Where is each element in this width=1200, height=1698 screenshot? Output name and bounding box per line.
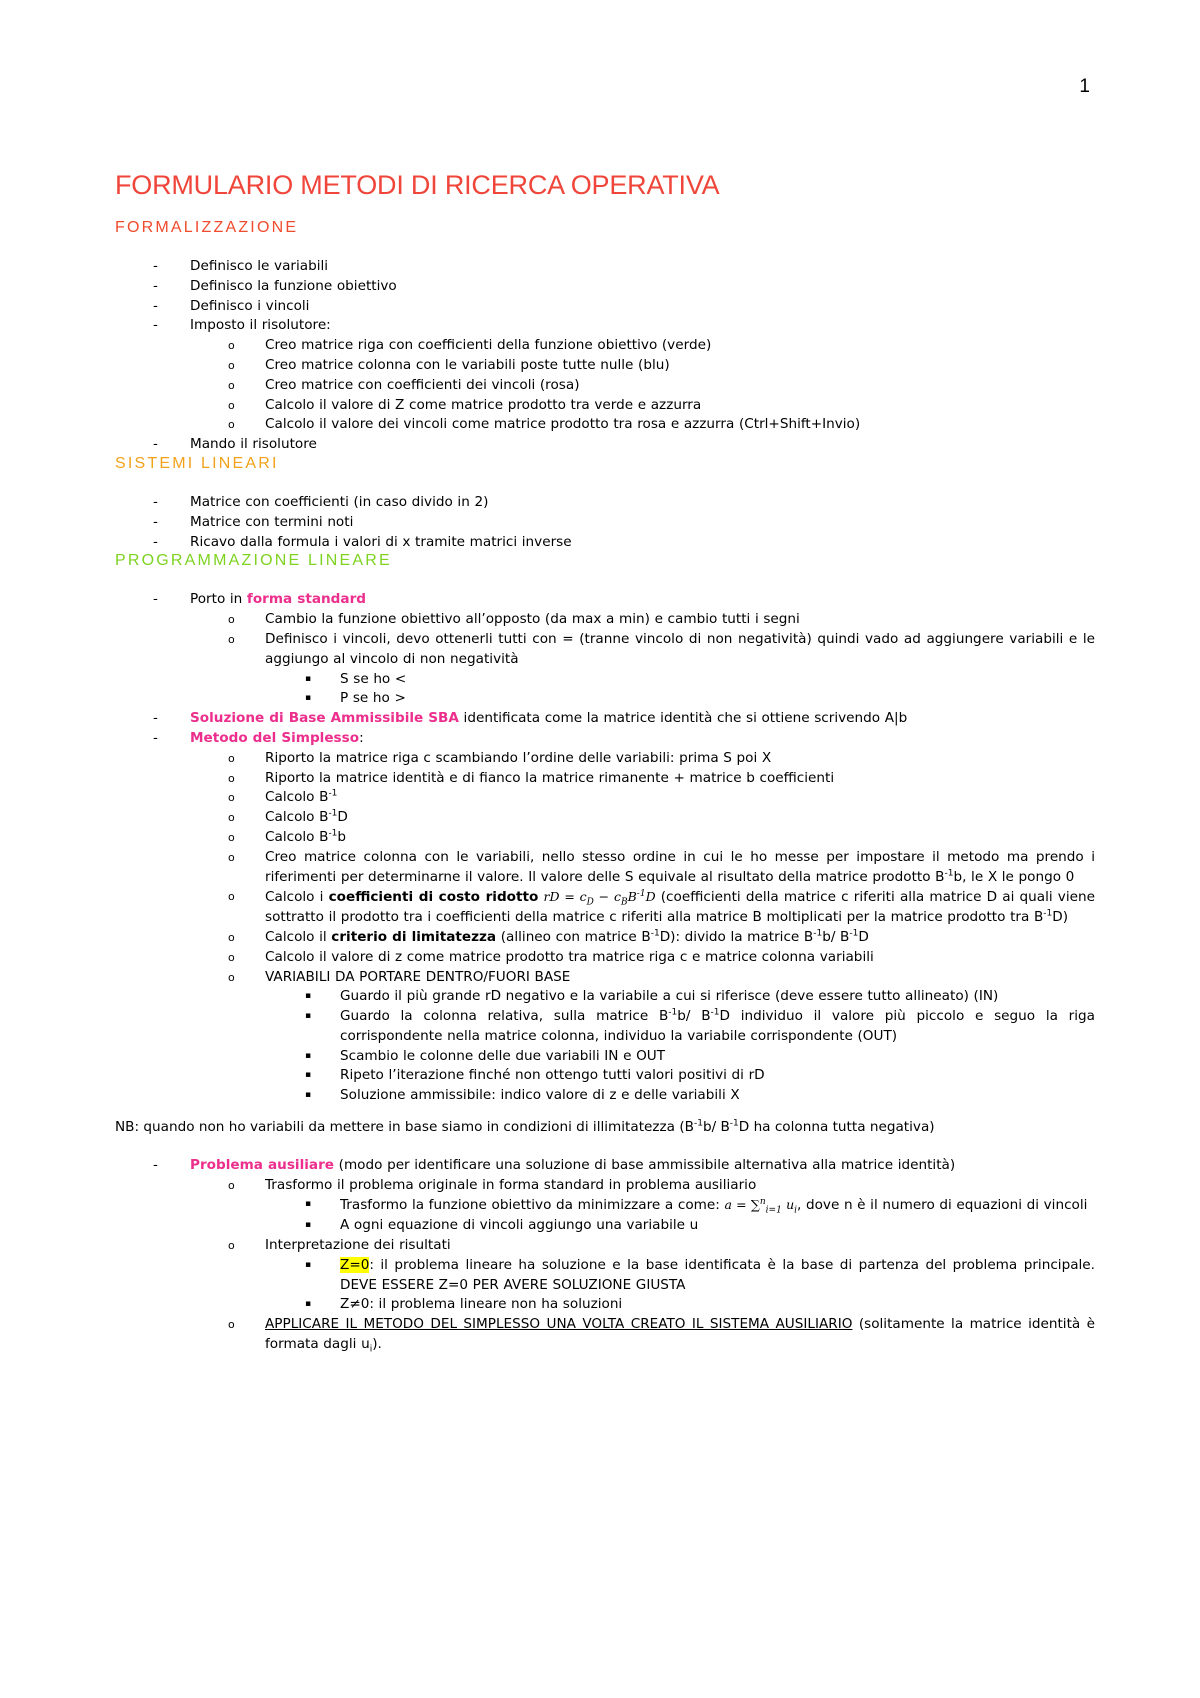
circle-bullet: o bbox=[228, 791, 235, 805]
circle-bullet: o bbox=[228, 1318, 235, 1332]
term-criterio-limitatezza: criterio di limitatezza bbox=[331, 928, 497, 945]
subsublist-item: ▪ Trasformo la funzione obiettivo da minimizzare a come: a = ∑$^n_{i=1}$ $u_i$, dove n è il numero di equazioni di vincoli bbox=[305, 1197, 1088, 1216]
subsublist-item: ▪ Z=0: il problema lineare ha soluzione e la base identificata è la base di partenza del problema principale. DEVE ESSERE Z=0 PER AVERE SOLUZIONE GIUSTA bbox=[305, 1256, 1095, 1293]
square-bullet: ▪ bbox=[305, 1259, 312, 1270]
subsublist-item: ▪ Ripeto l’iterazione finché non ottengo tutti valori positivi di rD bbox=[265, 1066, 1095, 1086]
square-bullet: ▪ bbox=[305, 1199, 312, 1210]
sublist-item: o Calcolo i coefficienti di costo ridotto rD = $c_D - c_BB^{-1}D$ (coefficienti della matrice c riferiti alla matrice D ai quali viene sottratto il prodotto tra i coefficienti della matrice c riferiti alla matrice B moltiplicati per la matrice prodotto tra $B^{-1}D$) bbox=[228, 889, 1095, 926]
base-variables-sublist bbox=[265, 987, 1095, 1106]
formula-ausiliaria: a = ∑$^n_{i=1}$ $u_i$ bbox=[724, 1197, 798, 1216]
square-bullet: ▪ bbox=[305, 991, 312, 1002]
sublist-item: o Calcolo il valore di z come matrice prodotto tra matrice riga c e matrice colonna variabili bbox=[190, 948, 1095, 968]
subsublist-item: ▪ Scambio le colonne delle due variabili IN e OUT bbox=[265, 1047, 1095, 1067]
forma-standard-sublist bbox=[190, 610, 1095, 709]
document-body bbox=[115, 170, 1095, 1355]
circle-bullet: o bbox=[228, 632, 235, 646]
subsublist-item: ▪ Soluzione ammissibile: indico valore di z e delle variabili X bbox=[265, 1086, 1095, 1106]
trasformazione-sublist bbox=[265, 1195, 1095, 1236]
formula-costo-ridotto: rD = $c_D - c_BB^{-1}D$ bbox=[543, 889, 656, 908]
subsublist-item: ▪ A ogni equazione di vincoli aggiungo una variabile u bbox=[265, 1216, 1095, 1236]
list-item: - Matrice con termini noti bbox=[115, 513, 1095, 533]
sublist-item: o Calcolo $B^{-1}$ bbox=[190, 788, 1095, 808]
list-item-forma-standard: - Porto in forma standard o Cambio la funzione obiettivo all’opposto (da max a min) e cambio tutti i segni o Definisco i vincoli, devo ottenerli tutti con = (tranne vincolo di non negatività) quindi vado ad aggiungere variabili e le aggiungo al vincolo di non negatività ▪ S se ho < ▪ P se ho > bbox=[115, 590, 1095, 709]
circle-bullet: o bbox=[228, 771, 235, 785]
dash-bullet: - bbox=[153, 297, 158, 314]
list-item: - Definisco i vincoli bbox=[115, 297, 1095, 317]
ausiliare-sublist bbox=[190, 1176, 1095, 1355]
circle-bullet: o bbox=[228, 358, 235, 372]
sublist-item: o Calcolo il valore dei vincoli come matrice prodotto tra rosa e azzurra (Ctrl+Shift+Invio) bbox=[190, 415, 1095, 435]
subsublist-item: ▪ Guardo la colonna relativa, sulla matrice $B^{-1}b/$ $B^{-1}D$ individuo il valore più piccolo e seguo la riga corrispondente nella matrice colonna, individuo la variabile corrispondente (OUT) bbox=[305, 1007, 1095, 1044]
section-heading-programmazione-lineare: PROGRAMMAZIONE LINEARE bbox=[115, 552, 392, 570]
dash-bullet: - bbox=[153, 277, 158, 294]
circle-bullet: o bbox=[228, 378, 235, 392]
circle-bullet: o bbox=[228, 418, 235, 432]
circle-bullet: o bbox=[228, 950, 235, 964]
circle-bullet: o bbox=[228, 811, 235, 825]
circle-bullet: o bbox=[228, 613, 235, 627]
sublist-item: o Creo matrice colonna con le variabili poste tutte nulle (blu) bbox=[190, 356, 1095, 376]
sublist-item: o Calcolo $B^{-1}D$ bbox=[190, 808, 1095, 828]
sistemi-lineari-list bbox=[115, 493, 1095, 552]
circle-bullet: o bbox=[228, 930, 235, 944]
section-heading-sistemi-lineari: SISTEMI LINEARI bbox=[115, 454, 279, 472]
sublist-item: o Trasformo il problema originale in forma standard in problema ausiliario ▪ Trasformo la funzione obiettivo da minimizzare a come: a = ∑$^n_{i=1}$ $u_i$, dove n è il numero di equazioni di vincoli ▪ A ogni equazione di vincoli aggiungo una variabile u bbox=[190, 1176, 1095, 1236]
circle-bullet: o bbox=[228, 339, 235, 353]
section-heading-formalizzazione: FORMALIZZAZIONE bbox=[115, 219, 299, 236]
sublist-item: o Calcolo il valore di Z come matrice prodotto tra verde e azzurra bbox=[190, 396, 1095, 416]
nb-note: NB: quando non ho variabili da mettere in base siamo in condizioni di illimitatezza ($B^{-1}b/$ $B^{-1}D$ ha colonna tutta negativa) bbox=[115, 1118, 935, 1136]
square-bullet: ▪ bbox=[305, 1090, 312, 1101]
sublist-item: o Creo matrice colonna con le variabili, nello stesso ordine in cui le ho messe per impostare il metodo ma prendo i riferimenti per determinarne il valore. Il valore delle S equivale al risultato della matrice prodotto $B^{-1}b$, le X le pongo 0 bbox=[228, 848, 1095, 885]
circle-bullet: o bbox=[228, 398, 235, 412]
dash-bullet: - bbox=[153, 591, 158, 608]
highlight-z-zero: Z=0 bbox=[340, 1256, 370, 1273]
list-item: - Matrice con coefficienti (in caso divido in 2) bbox=[115, 493, 1095, 513]
underlined-instruction: APPLICARE IL METODO DEL SIMPLESSO UNA VOLTA CREATO IL SISTEMA AUSILIARIO bbox=[265, 1316, 853, 1333]
square-bullet: ▪ bbox=[305, 1050, 312, 1061]
sublist-item: o Creo matrice con coefficienti dei vincoli (rosa) bbox=[190, 376, 1095, 396]
subsublist-item: ▪ Guardo il più grande rD negativo e la variabile a cui si riferisce (deve essere tutto allineato) (IN) bbox=[265, 987, 1095, 1007]
square-bullet: ▪ bbox=[305, 1299, 312, 1310]
simplesso-sublist bbox=[190, 749, 1095, 1106]
term-forma-standard: forma standard bbox=[246, 591, 367, 608]
sublist-item: o Riporto la matrice identità e di fianco la matrice rimanente + matrice b coefficienti bbox=[190, 769, 1095, 789]
circle-bullet: o bbox=[228, 970, 235, 984]
dash-bullet: - bbox=[153, 729, 158, 746]
sublist-item: o Interpretazione dei risultati ▪ Z=0: il problema lineare ha soluzione e la base identificata è la base di partenza del problema principale. DEVE ESSERE Z=0 PER AVERE SOLUZIONE GIUSTA ▪ Z≠0: il problema lineare non ha soluzioni bbox=[190, 1236, 1095, 1315]
dash-bullet: - bbox=[153, 493, 158, 510]
list-item: - Ricavo dalla formula i valori di x tramite matrici inverse bbox=[115, 533, 1095, 553]
sublist-item: o Calcolo il criterio di limitatezza (allineo con matrice $B^{-1}D$): divido la matrice $B^{-1}b/$ $B^{-1}D$ bbox=[190, 928, 1095, 948]
circle-bullet: o bbox=[228, 1239, 235, 1253]
circle-bullet: o bbox=[228, 890, 235, 904]
programmazione-lineare-list bbox=[115, 590, 1095, 1106]
dash-bullet: - bbox=[153, 436, 158, 453]
sublist-item: o Riporto la matrice riga c scambiando l’ordine delle variabili: prima S poi X bbox=[190, 749, 1095, 769]
subsublist-item: ▪ Z≠0: il problema lineare non ha soluzioni bbox=[265, 1295, 1095, 1315]
dash-bullet: - bbox=[153, 1156, 158, 1173]
dash-bullet: - bbox=[153, 533, 158, 550]
sublist-item: o APPLICARE IL METODO DEL SIMPLESSO UNA VOLTA CREATO IL SISTEMA AUSILIARIO (solitamente la matrice identità è formata dagli $u_i$). bbox=[228, 1316, 1095, 1355]
square-bullet: ▪ bbox=[305, 693, 312, 704]
dash-bullet: - bbox=[153, 513, 158, 530]
slack-variables-sublist bbox=[265, 670, 1095, 710]
sublist-item: o Definisco i vincoli, devo ottenerli tutti con = (tranne vincolo di non negatività) quindi vado ad aggiungere variabili e le aggiungo al vincolo di non negatività ▪ S se ho < ▪ P se ho > bbox=[190, 630, 1095, 709]
term-metodo-simplesso: Metodo del Simplesso bbox=[190, 729, 360, 746]
formalizzazione-list bbox=[115, 257, 1095, 455]
list-item: - Definisco le variabili bbox=[115, 257, 1095, 277]
risultati-sublist bbox=[265, 1256, 1095, 1315]
risolutore-sublist bbox=[190, 336, 1095, 435]
list-item: - Imposto il risolutore: o Creo matrice riga con coefficienti della funzione obiettivo (verde) o Creo matrice colonna con le variabili poste tutte nulle (blu) o Creo matrice con coefficienti dei vincoli (rosa) o Calcolo il valore di Z come matrice prodotto tra verde e azzurra o Calcolo il valore dei vincoli come matrice prodotto tra rosa e azzurra (Ctrl+Shift+Invio) bbox=[115, 316, 1095, 435]
circle-bullet: o bbox=[228, 830, 235, 844]
term-problema-ausiliare: Problema ausiliare bbox=[190, 1156, 335, 1173]
dash-bullet: - bbox=[153, 317, 158, 334]
list-item: - Mando il risolutore bbox=[115, 435, 1095, 455]
circle-bullet: o bbox=[228, 850, 235, 864]
sublist-item: o VARIABILI DA PORTARE DENTRO/FUORI BASE ▪ Guardo il più grande rD negativo e la variabile a cui si riferisce (deve essere tutto allineato) (IN) ▪ Guardo la colonna relativa, sulla matrice $B^{-1}b/$ $B^{-1}D$ individuo il valore più piccolo e seguo la riga corrispondente nella matrice colonna, individuo la variabile corrispondente (OUT) ▪ Scambio le colonne delle due variabili IN e OUT ▪ Ripeto l’iterazione finché non ottengo tutti valori positivi di rD ▪ Soluzione ammissibile: indico valore di z e delle variabili X bbox=[190, 968, 1095, 1107]
subsublist-item: ▪ S se ho < bbox=[265, 670, 1095, 690]
list-item-simplesso: - Metodo del Simplesso: o Riporto la matrice riga c scambiando l’ordine delle variabili: prima S poi X o Riporto la matrice identità e di fianco la matrice rimanente + matrice b coefficienti o Calcolo $B^{-1}$ o Calcolo $B^{-1}D$ o Calcolo $B^{-1}b$ o Creo matrice colonna con le variabili, nello stesso ordine in cui le ho messe per impostare il metodo ma prendo i riferimenti per determinarne il valore. Il valore delle S equivale al risultato della matrice prodotto $B^{-1}b$, le X le pongo 0 o Calcolo i coefficienti di costo ridotto rD = $c_D - c_BB^{-1}D$ (coefficienti della matrice c riferiti alla matrice D ai quali viene sottratto il prodotto tra i coefficienti della matrice c riferiti alla matrice B moltiplicati per la matrice prodotto tra $B^{-1}D$) o Calcolo il criterio di limitatezza (allineo con matrice $B^{-1}D$): divido la matrice $B^{-1}b/$ $B^{-1}D$ o Calcolo il valore di z come matrice prodotto tra matrice riga c e matrice colonna variabili o VARIABILI DA PORTARE DENTRO/FUORI BASE ▪ Guardo il più grande rD negativo e la variabile a cui si riferisce (deve essere tutto allineato) (IN) ▪ Guardo la colonna relativa, sulla matrice $B^{-1}b/$ $B^{-1}D$ individuo il valore più piccolo e seguo la riga corrispondente nella matrice colonna, individuo la variabile corrispondente (OUT) ▪ Scambio le colonne delle due variabili IN e OUT ▪ Ripeto l’iterazione finché non ottengo tutti valori positivi di rD ▪ Soluzione ammissibile: indico valore di z e delle variabili X bbox=[115, 729, 1095, 1106]
sublist-item: o Cambio la funzione obiettivo all’opposto (da max a min) e cambio tutti i segni bbox=[190, 610, 1095, 630]
square-bullet: ▪ bbox=[305, 673, 312, 684]
term-costo-ridotto: coefficienti di costo ridotto bbox=[328, 889, 539, 906]
square-bullet: ▪ bbox=[305, 1011, 312, 1022]
dash-bullet: - bbox=[153, 710, 158, 727]
subsublist-item: ▪ P se ho > bbox=[265, 689, 1095, 709]
circle-bullet: o bbox=[228, 1178, 235, 1192]
circle-bullet: o bbox=[228, 751, 235, 765]
dash-bullet: - bbox=[153, 258, 158, 274]
document-title: FORMULARIO METODI DI RICERCA OPERATIVA bbox=[115, 170, 720, 200]
square-bullet: ▪ bbox=[305, 1070, 312, 1081]
page-number: 1 bbox=[1079, 76, 1090, 97]
sublist-item: o Creo matrice riga con coefficienti della funzione obiettivo (verde) bbox=[190, 336, 1095, 356]
list-item-problema-ausiliare: - Problema ausiliare (modo per identificare una soluzione di base ammissibile alternativa alla matrice identità) o Trasformo il problema originale in forma standard in problema ausiliario ▪ Trasformo la funzione obiettivo da minimizzare a come: a = ∑$^n_{i=1}$ $u_i$, dove n è il numero di equazioni di vincoli ▪ A ogni equazione di vincoli aggiungo una variabile u o Interpretazione dei risultati ▪ Z=0: il problema lineare ha soluzione e la base identificata è la base di partenza del problema principale. DEVE ESSERE Z=0 PER AVERE SOLUZIONE GIUSTA ▪ Z≠0: il problema lineare non ha soluzioni o APPLICARE IL METODO DEL SIMPLESSO UNA VOLTA CREATO IL SISTEMA AUSILIARIO (solitamente la matrice identità è formata dagli $u_i$). bbox=[153, 1156, 1095, 1355]
square-bullet: ▪ bbox=[305, 1220, 312, 1231]
list-item: - Definisco la funzione obiettivo bbox=[115, 277, 1095, 297]
list-item-sba: - Soluzione di Base Ammissibile SBA identificata come la matrice identità che si ottiene scrivendo A|b bbox=[115, 709, 1095, 729]
sublist-item: o Calcolo $B^{-1}b$ bbox=[190, 828, 1095, 848]
problema-ausiliare-list bbox=[115, 1156, 1095, 1355]
term-sba: Soluzione di Base Ammissibile SBA bbox=[190, 710, 459, 727]
